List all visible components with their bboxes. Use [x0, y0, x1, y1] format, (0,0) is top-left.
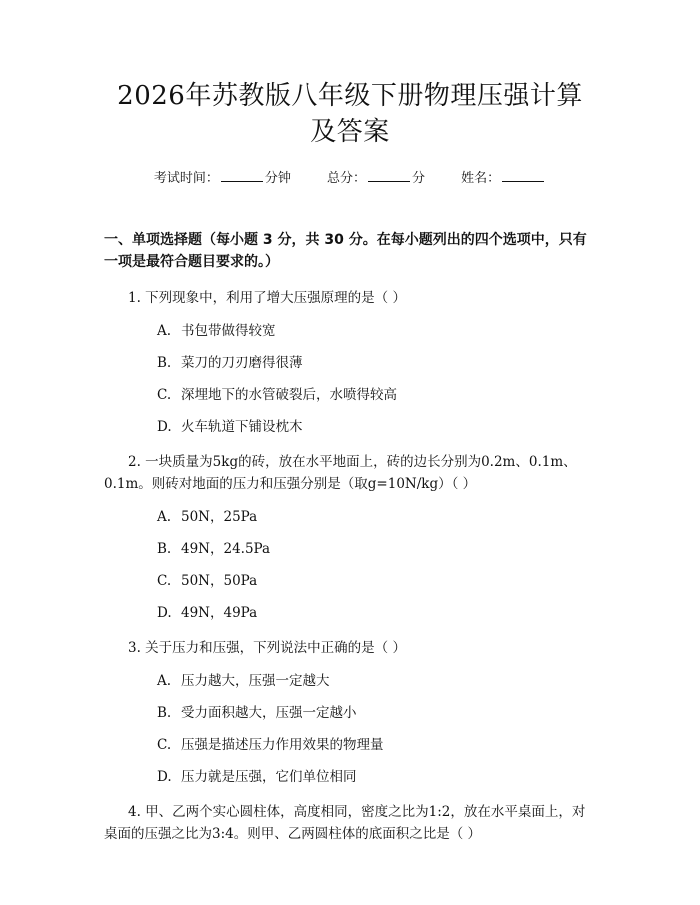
- option-text: 压强是描述压力作用效果的物理量: [181, 737, 384, 753]
- exam-info-line: [104, 168, 596, 189]
- option-text: 压力就是压强，它们单位相同: [181, 769, 357, 785]
- question-2-option-d: [104, 603, 596, 623]
- option-letter: D.: [157, 419, 172, 435]
- option-text: 火车轨道下铺设枕木: [181, 419, 303, 435]
- option-letter: A.: [157, 673, 172, 689]
- option-letter: A.: [157, 323, 172, 339]
- exam-time-blank: [221, 168, 263, 182]
- question-2-option-b: [104, 539, 596, 559]
- section-title: 一、单项选择题（每小题 3 分，共 30 分。在每小题列出的四个选项中，只有一项是最符合题目要求的。）: [104, 232, 587, 270]
- question-2-option-a: [104, 507, 596, 527]
- option-text: 书包带做得较宽: [181, 323, 276, 339]
- question-1: 1. 下列现象中，利用了增大压强原理的是（ ）: [128, 290, 406, 306]
- question-1-option-b: [104, 353, 596, 373]
- option-letter: B.: [157, 705, 172, 721]
- total-score-field: [327, 168, 425, 189]
- option-letter: C.: [157, 737, 172, 753]
- question-3: 3. 关于压力和压强，下列说法中正确的是（ ）: [128, 640, 406, 656]
- document-title: 2026年苏教版八年级下册物理压强计算及答案: [117, 81, 583, 147]
- name-field: [461, 168, 546, 189]
- name-label: 姓名：: [461, 171, 501, 186]
- exam-time-unit: 分钟: [264, 171, 291, 186]
- option-text: 50N，50Pa: [181, 573, 258, 589]
- question-4: 4. 甲、乙两个实心圆柱体，高度相同，密度之比为1:2，放在水平桌面上，对桌面的压强之比为3:4。则甲、乙两圆柱体的底面积之比是（ ）: [104, 804, 586, 842]
- option-text: 49N，24.5Pa: [181, 541, 271, 557]
- exam-time-field: [154, 168, 291, 189]
- option-letter: A.: [157, 509, 172, 525]
- option-letter: B.: [157, 355, 172, 371]
- total-score-label: 总分：: [326, 171, 366, 186]
- option-letter: B.: [157, 541, 172, 557]
- option-text: 深埋地下的水管破裂后，水喷得较高: [181, 387, 397, 403]
- option-text: 50N，25Pa: [181, 509, 258, 525]
- option-text: 49N，49Pa: [181, 605, 258, 621]
- question-1-option-c: [104, 385, 596, 405]
- option-letter: D.: [157, 605, 172, 621]
- option-letter: C.: [157, 573, 172, 589]
- question-2-option-c: [104, 571, 596, 591]
- option-text: 压力越大，压强一定越大: [181, 673, 330, 689]
- question-3-option-d: [104, 767, 596, 787]
- exam-time-label: 考试时间：: [153, 171, 219, 186]
- question-3-option-a: [104, 671, 596, 691]
- question-1-option-a: [104, 321, 596, 341]
- total-score-unit: 分: [412, 171, 426, 186]
- total-score-blank: [368, 168, 410, 182]
- question-1-option-d: [104, 417, 596, 437]
- option-letter: C.: [157, 387, 172, 403]
- question-2: 2. 一块质量为5kg的砖，放在水平地面上，砖的边长分别为0.2m、0.1m、0.1m。则砖对地面的压力和压强分别是（取g=10N/kg）（ ）: [104, 454, 577, 492]
- question-3-option-b: [104, 703, 596, 723]
- option-text: 受力面积越大，压强一定越小: [181, 705, 357, 721]
- option-letter: D.: [157, 769, 172, 785]
- name-blank: [502, 168, 544, 182]
- option-text: 菜刀的刀刃磨得很薄: [181, 355, 303, 371]
- question-3-option-c: [104, 735, 596, 755]
